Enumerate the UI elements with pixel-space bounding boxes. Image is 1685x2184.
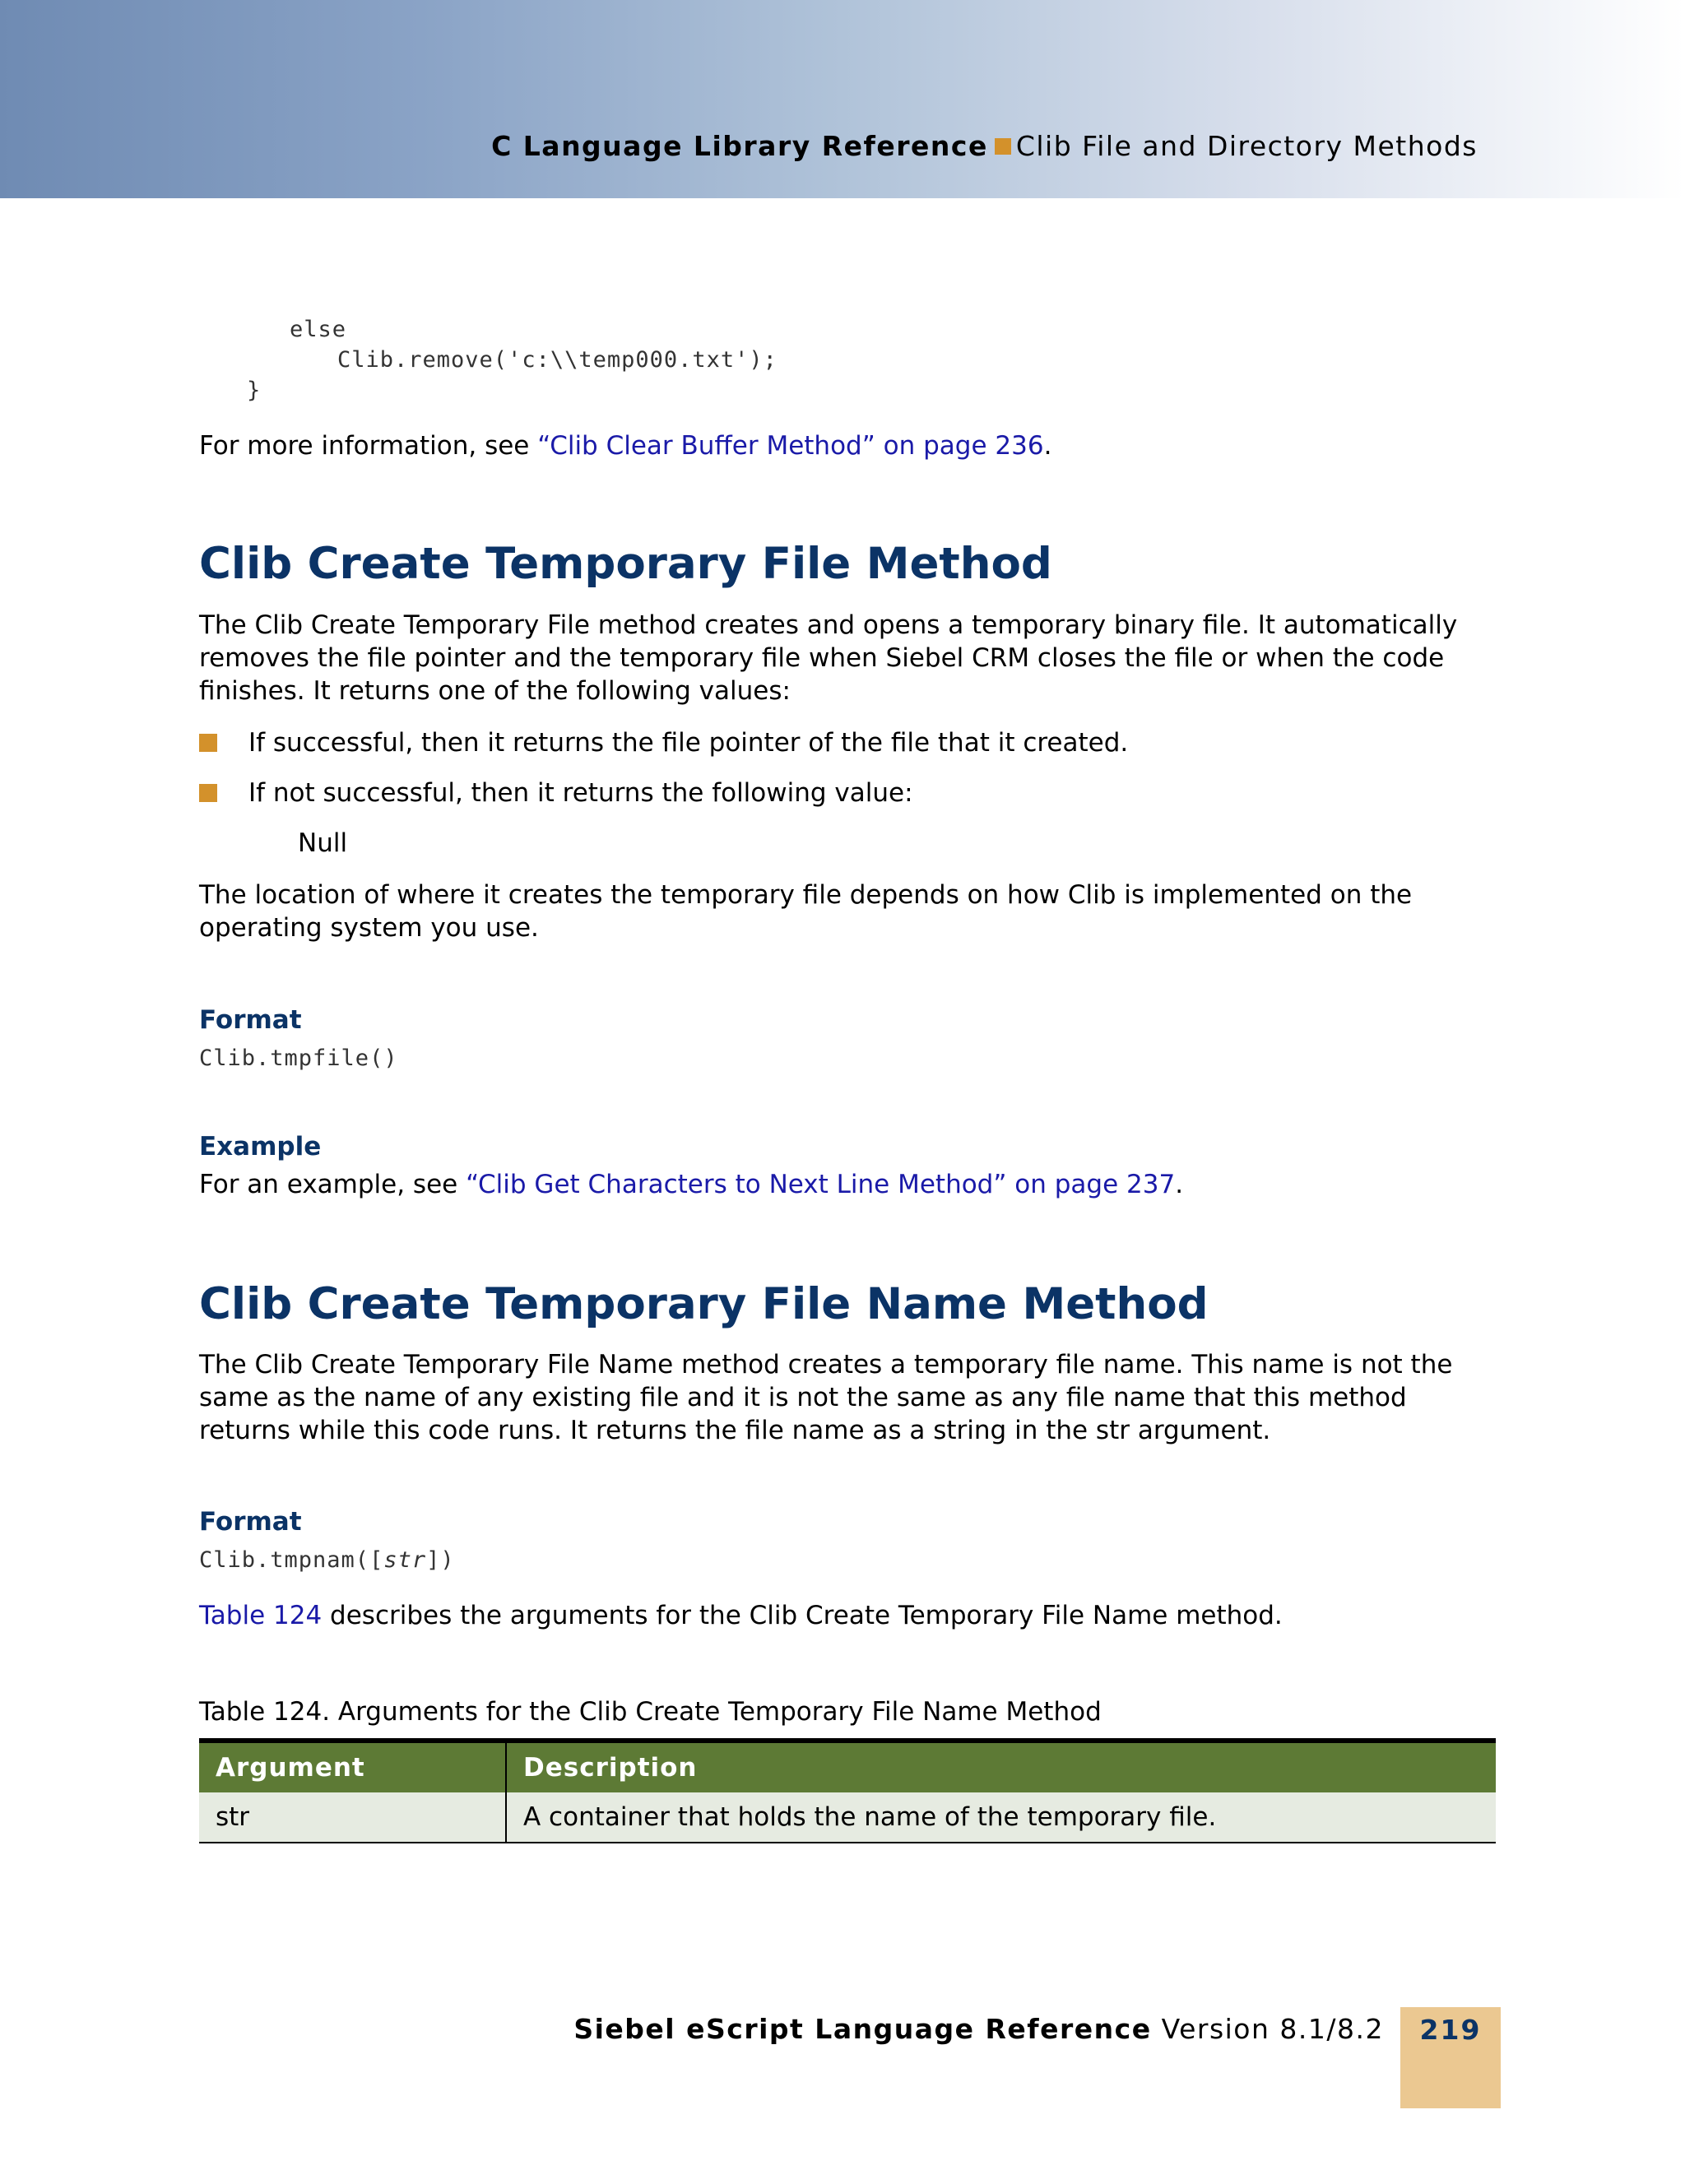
- page-header: [0, 0, 1685, 198]
- square-bullet-icon: [199, 784, 217, 802]
- table-header-row: [199, 1741, 1496, 1792]
- code-line-remove: Clib.remove('c:\\temp000.txt');: [337, 347, 778, 373]
- header-argument: Argument: [199, 1741, 506, 1792]
- code-line-else: else: [290, 317, 347, 342]
- table-caption: Table 124. Arguments for the Clib Create Temporary File Name Method: [199, 1697, 1102, 1727]
- table-reference-text: describes the arguments for the Clib Create Temporary File Name method.: [322, 1601, 1283, 1630]
- table-row: [199, 1792, 1496, 1843]
- example-suffix: .: [1175, 1170, 1184, 1199]
- next-line-method-link[interactable]: “Clib Get Characters to Next Line Method” on page 237: [466, 1170, 1176, 1199]
- running-head: [491, 130, 1478, 162]
- code-line-brace: }: [247, 378, 262, 403]
- header-description: Description: [506, 1741, 1496, 1792]
- section-title-temp-file: Clib Create Temporary File Method: [199, 539, 1052, 589]
- footer-book-title: Siebel eScript Language Reference: [573, 2013, 1152, 2045]
- format-heading-2: Format: [199, 1507, 302, 1537]
- arguments-table: [199, 1738, 1496, 1843]
- bullet-failure-text: If not successful, then it returns the following value:: [248, 778, 913, 808]
- format-code-2: [199, 1545, 455, 1575]
- more-info-prefix: For more information, see: [199, 431, 538, 461]
- page-number-box: [1400, 2007, 1501, 2108]
- format-code-1: Clib.tmpfile(): [199, 1046, 398, 1071]
- section-title-temp-file-name: Clib Create Temporary File Name Method: [199, 1279, 1209, 1329]
- running-head-section: Clib File and Directory Methods: [1015, 130, 1478, 162]
- temp-file-name-intro: The Clib Create Temporary File Name method creates a temporary file name. This name is not the same as the name of any existing file and it is not the same as any file name that this method returns while this code runs. It returns the file name as a string in the str argument.: [199, 1350, 1453, 1445]
- more-info-suffix: .: [1043, 431, 1052, 461]
- cell-argument: str: [199, 1792, 506, 1843]
- cell-description: A container that holds the name of the temporary file.: [506, 1792, 1496, 1843]
- running-head-chapter: C Language Library Reference: [491, 130, 988, 162]
- format-code-suffix: ]): [426, 1547, 455, 1573]
- example-heading: Example: [199, 1132, 322, 1162]
- clear-buffer-link[interactable]: “Clib Clear Buffer Method” on page 236: [537, 431, 1044, 461]
- table-124-link[interactable]: Table 124: [199, 1601, 323, 1630]
- more-info-paragraph: [199, 429, 1499, 462]
- bullet-success-text: If successful, then it returns the file pointer of the file that it created.: [248, 728, 1129, 758]
- format-code-arg: str: [383, 1547, 427, 1573]
- example-prefix: For an example, see: [199, 1170, 467, 1199]
- null-value: Null: [298, 828, 348, 858]
- format-code-prefix: Clib.tmpnam([: [199, 1547, 384, 1573]
- page-number: 219: [1419, 2014, 1482, 2046]
- format-heading-1: Format: [199, 1005, 302, 1035]
- temp-file-intro: The Clib Create Temporary File method creates and opens a temporary binary file. It automatically removes the file pointer and the temporary file when Siebel CRM closes the file or when the code finishes. It returns one of the following values:: [199, 610, 1458, 706]
- location-paragraph: The location of where it creates the temporary file depends on how Clib is implemented on the operating system you use.: [199, 880, 1413, 943]
- example-paragraph: [199, 1168, 1499, 1201]
- square-bullet-icon: [199, 734, 217, 752]
- table-reference-paragraph: [199, 1599, 1499, 1632]
- footer-version: Version 8.1/8.2: [1151, 2013, 1384, 2045]
- square-bullet-icon: [995, 138, 1011, 155]
- footer-title: [573, 2013, 1384, 2045]
